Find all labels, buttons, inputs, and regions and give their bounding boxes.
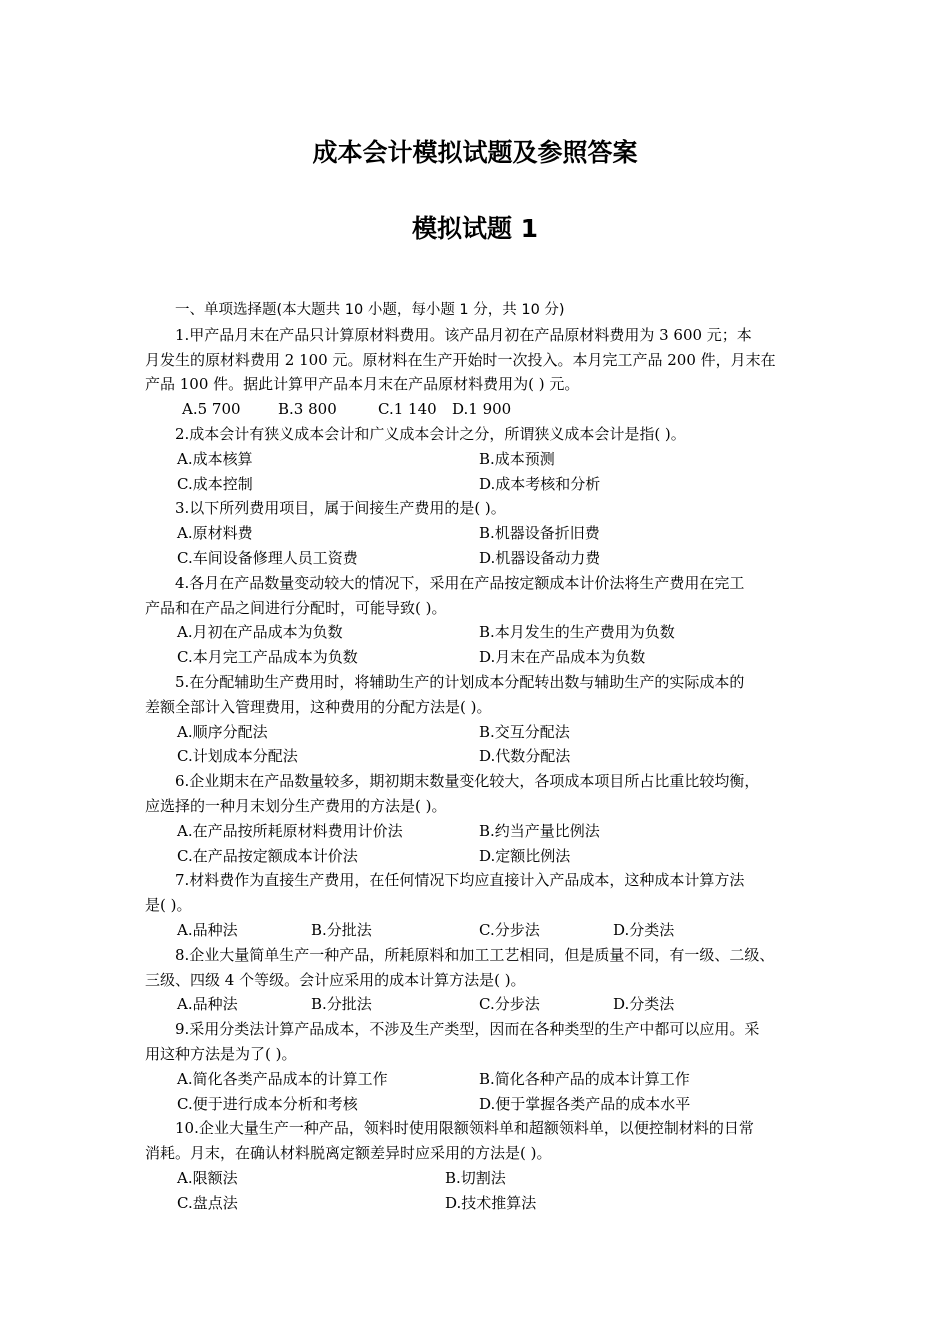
question-8-options — [145, 992, 817, 1017]
option-c: C.分步法 — [479, 920, 540, 939]
option-c: C.成本控制 — [177, 474, 253, 493]
question-7-text: 是( )。 — [145, 896, 192, 915]
option-d: D.成本考核和分析 — [479, 474, 601, 493]
question-9-text: 用这种方法是为了( )。 — [145, 1044, 297, 1063]
question-4-text: 产品和在产品之间进行分配时，可能导致( )。 — [145, 598, 447, 617]
option-a: A.在产品按所耗原材料费用计价法 — [177, 821, 403, 840]
option-a: A.顺序分配法 — [177, 722, 268, 741]
option-c: C.在产品按定额成本计价法 — [177, 846, 358, 865]
option-b: B.约当产量比例法 — [479, 821, 600, 840]
question-5-text: 5.在分配辅助生产费用时，将辅助生产的计划成本分配转出数与辅助生产的实际成本的 — [175, 672, 745, 691]
option-c: C.盘点法 — [177, 1193, 238, 1212]
option-a: A.成本核算 — [177, 449, 253, 468]
option-d: D.技术推算法 — [445, 1193, 537, 1212]
question-5-text: 差额全部计入管理费用，这种费用的分配方法是( )。 — [145, 697, 492, 716]
question-9-options — [145, 1092, 817, 1117]
option-b: B.分批法 — [311, 995, 372, 1014]
question-4-text: 4.各月在产品数量变动较大的情况下，采用在产品按定额成本计价法将生产费用在完工 — [175, 573, 745, 592]
option-c: C.便于进行成本分析和考核 — [177, 1094, 358, 1113]
question-4-options — [145, 620, 817, 645]
option-c: C.1 140 — [378, 400, 437, 419]
option-b: B.交互分配法 — [479, 722, 570, 741]
question-1-text: 月发生的原材料费用 2 100 元。原材料在生产开始时一次投入。本月完工产品 200 件，月末在 — [145, 350, 776, 369]
option-d: D.代数分配法 — [479, 747, 571, 766]
option-c: C.车间设备修理人员工资费 — [177, 548, 358, 567]
option-d: D.1 900 — [452, 400, 512, 419]
question-1-options — [145, 397, 817, 422]
question-5-options — [145, 744, 817, 769]
question-8-text: 三级、四级 4 个等级。会计应采用的成本计算方法是( )。 — [145, 970, 526, 989]
option-b: B.机器设备折旧费 — [479, 524, 600, 543]
option-d: D.机器设备动力费 — [479, 548, 601, 567]
section-heading: 一、单项选择题(本大题共 10 小题，每小题 1 分，共 10 分) — [175, 302, 565, 318]
option-d: D.分类法 — [613, 995, 675, 1014]
option-b: B.分批法 — [311, 920, 372, 939]
option-a: A.简化各类产品成本的计算工作 — [177, 1069, 388, 1088]
question-2-options — [145, 447, 817, 472]
option-d: D.月末在产品成本为负数 — [479, 648, 646, 667]
option-b: B.本月发生的生产费用为负数 — [479, 623, 675, 642]
option-a: A.限额法 — [177, 1168, 238, 1187]
option-a: A.原材料费 — [177, 524, 253, 543]
option-b: B.切割法 — [445, 1168, 506, 1187]
question-3-text: 3.以下所列费用项目，属于间接生产费用的是( )。 — [175, 499, 506, 518]
option-a: A.品种法 — [177, 920, 238, 939]
question-1-text: 产品 100 件。据此计算甲产品本月末在产品原材料费用为( ) 元。 — [145, 375, 580, 394]
question-10-options — [145, 1166, 817, 1191]
question-10-text: 消耗。月末，在确认材料脱离定额差异时应采用的方法是( )。 — [145, 1144, 552, 1163]
option-b: B.3 800 — [278, 400, 337, 419]
question-9-options — [145, 1067, 817, 1092]
question-1-text: 1.甲产品月末在产品只计算原材料费用。该产品月初在产品原材料费用为 3 600 元；本 — [175, 325, 752, 344]
document-title: 成本会计模拟试题及参照答案 — [312, 138, 638, 167]
question-6-options — [145, 844, 817, 869]
option-c: C.分步法 — [479, 995, 540, 1014]
question-9-text: 9.采用分类法计算产品成本，不涉及生产类型，因而在各种类型的生产中都可以应用。采 — [175, 1020, 760, 1039]
question-10-options — [145, 1191, 817, 1216]
option-c: C.计划成本分配法 — [177, 747, 298, 766]
question-2-text: 2.成本会计有狭义成本会计和广义成本会计之分，所谓狭义成本会计是指( )。 — [175, 424, 686, 443]
option-d: D.定额比例法 — [479, 846, 571, 865]
question-6-options — [145, 819, 817, 844]
option-d: D.便于掌握各类产品的成本水平 — [479, 1094, 691, 1113]
document-subtitle: 模拟试题 1 — [411, 214, 539, 243]
question-3-options — [145, 521, 817, 546]
option-b: B.成本预测 — [479, 449, 555, 468]
option-c: C.本月完工产品成本为负数 — [177, 648, 358, 667]
question-10-text: 10.企业大量生产一种产品，领料时使用限额领料单和超额领料单，以便控制材料的日常 — [175, 1119, 754, 1138]
question-7-options — [145, 918, 817, 943]
question-4-options — [145, 645, 817, 670]
document-body — [145, 298, 817, 1215]
option-b: B.简化各种产品的成本计算工作 — [479, 1069, 690, 1088]
option-a: A.5 700 — [182, 400, 241, 419]
question-8-text: 8.企业大量简单生产一种产品，所耗原料和加工工艺相同，但是质量不同，有一级、二级、 — [175, 945, 775, 964]
question-2-options — [145, 472, 817, 497]
question-5-options — [145, 720, 817, 745]
question-6-text: 应选择的一种月末划分生产费用的方法是( )。 — [145, 796, 447, 815]
option-a: A.品种法 — [177, 995, 238, 1014]
question-7-text: 7.材料费作为直接生产费用，在任何情况下均应直接计入产品成本，这种成本计算方法 — [175, 871, 745, 890]
option-a: A.月初在产品成本为负数 — [177, 623, 343, 642]
question-6-text: 6.企业期末在产品数量较多，期初期末数量变化较大，各项成本项目所占比重比较均衡， — [175, 772, 760, 791]
option-d: D.分类法 — [613, 920, 675, 939]
question-3-options — [145, 546, 817, 571]
